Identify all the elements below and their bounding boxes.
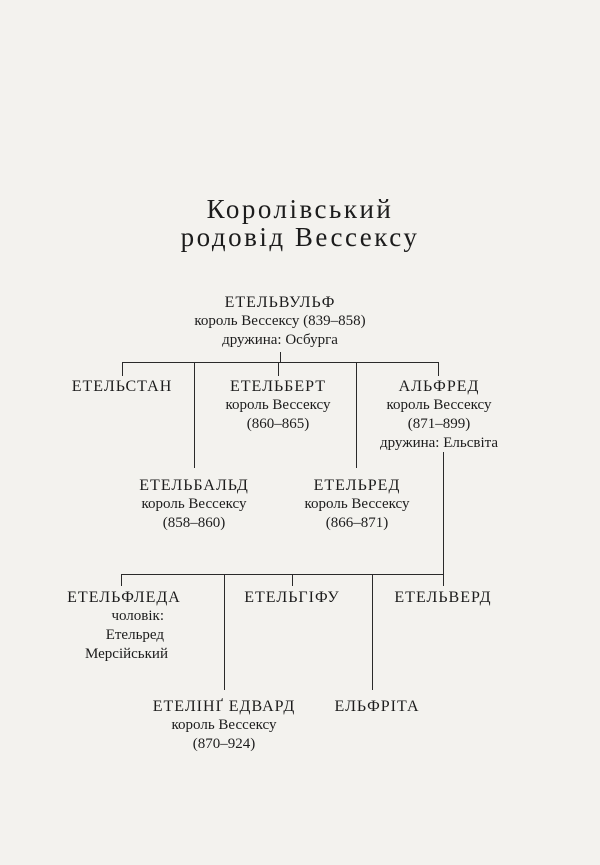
person-reign: (871–899) xyxy=(407,416,471,432)
person-spouse-label: чоловік: xyxy=(111,608,164,624)
person-spouse-name: Етельред xyxy=(105,627,164,643)
person-spouse-name: Мерсійський xyxy=(85,646,168,662)
connector-to-aethelgifu xyxy=(292,574,293,586)
person-reign: (860–865) xyxy=(246,416,310,432)
connector-generation-1-bar xyxy=(122,362,439,363)
connector-to-ethelbald xyxy=(194,362,195,468)
person-spouse: дружина: Ельсвіта xyxy=(379,435,499,451)
person-reign: (866–871) xyxy=(325,515,389,531)
node-athelstan xyxy=(52,377,192,396)
node-aelfthryth xyxy=(322,697,432,716)
person-title: король Вессексу xyxy=(386,397,492,413)
page-title-line1: Королівський xyxy=(206,194,394,224)
person-title: король Вессексу xyxy=(304,496,410,512)
connector-to-ethelred xyxy=(356,362,357,468)
connector-to-aethelweard xyxy=(443,574,444,586)
connector-generation-2-bar xyxy=(121,574,444,575)
connector-to-ethelbert xyxy=(278,362,279,376)
person-name: ЕТЕЛІНҐ ЕДВАРД xyxy=(152,698,296,715)
person-name: АЛЬФРЕД xyxy=(398,378,480,395)
connector-to-edward xyxy=(224,574,225,690)
person-reign: (858–860) xyxy=(162,515,226,531)
person-title: король Вессексу xyxy=(141,496,247,512)
node-edward xyxy=(139,697,309,754)
node-alfred xyxy=(364,377,514,453)
person-name: ЕТЕЛЬСТАН xyxy=(71,378,173,395)
person-name: ЕТЕЛЬВЕРД xyxy=(394,589,492,606)
person-title: король Вессексу xyxy=(225,397,331,413)
person-name: ЕТЕЛЬГІФУ xyxy=(244,589,340,606)
person-title: король Вессексу (839–858) xyxy=(194,313,366,329)
person-name: ЕТЕЛЬФЛЕДА xyxy=(67,589,181,606)
node-ethelbert xyxy=(203,377,353,434)
node-aethelflaed xyxy=(54,588,194,664)
node-ethelred xyxy=(282,476,432,533)
connector-to-aelfthryth xyxy=(372,574,373,690)
connector-to-aethelflaed xyxy=(121,574,122,586)
node-ethelbald xyxy=(119,476,269,533)
connector-to-athelstan xyxy=(122,362,123,376)
person-title: король Вессексу xyxy=(171,717,277,733)
person-name: ЕТЕЛЬВУЛЬФ xyxy=(224,294,336,311)
connector-ethelwulf-down xyxy=(280,352,281,362)
person-name: ЕТЕЛЬРЕД xyxy=(313,477,401,494)
person-reign: (870–924) xyxy=(192,736,256,752)
connector-to-alfred xyxy=(438,362,439,376)
person-name: ЕТЕЛЬБАЛЬД xyxy=(139,477,249,494)
person-spouse: дружина: Осбурга xyxy=(222,332,338,348)
page-title-line2: родовід Вессексу xyxy=(180,222,420,252)
node-aethelweard xyxy=(383,588,503,607)
connector-alfred-down xyxy=(443,452,444,574)
node-aethelgifu xyxy=(232,588,352,607)
node-ethelwulf xyxy=(150,293,410,350)
person-name: ЕЛЬФРІТА xyxy=(334,698,420,715)
person-name: ЕТЕЛЬБЕРТ xyxy=(230,378,326,395)
